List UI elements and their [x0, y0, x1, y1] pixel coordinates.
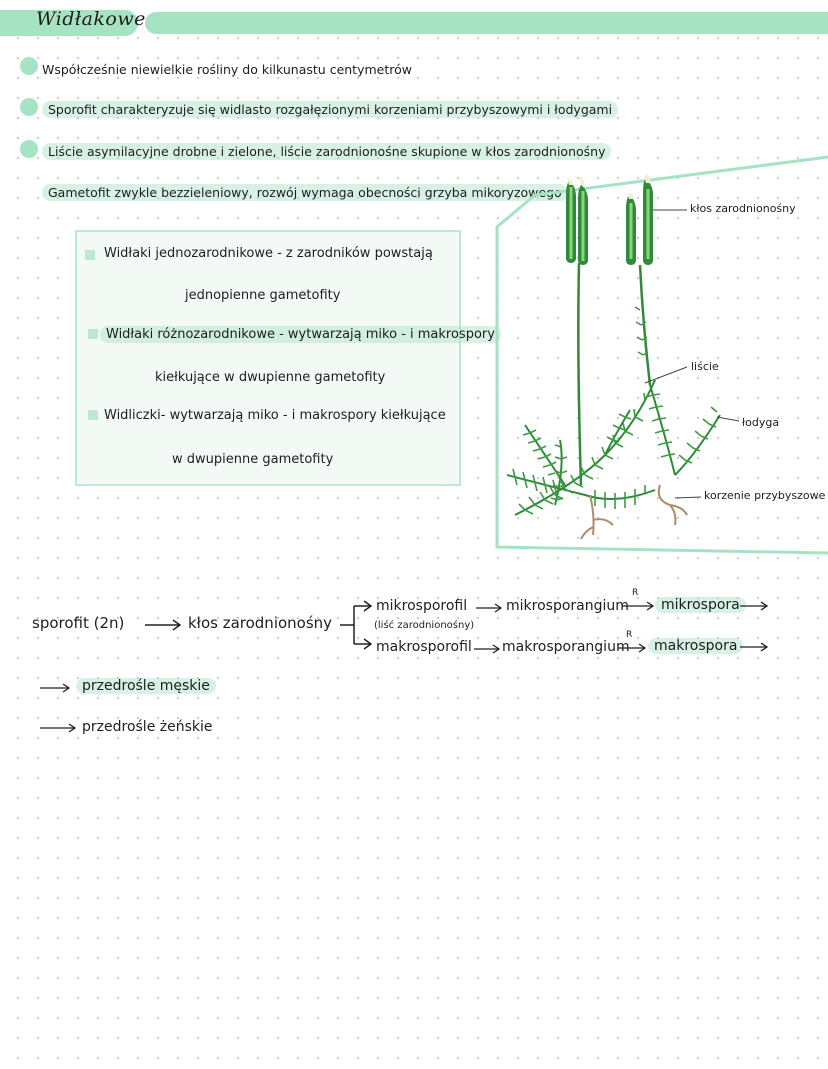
label-korzenie: korzenie przybyszowe [704, 489, 826, 502]
box-item-3-line-2: w dwupienne gametofity [172, 452, 334, 467]
box-item-1-line-2: jednopienne gametofity [185, 288, 341, 303]
flow-mikrospora: mikrospora [655, 597, 746, 613]
strobilus-right [626, 174, 653, 265]
leafy-branches [507, 380, 720, 515]
label-klos: kłos zarodnionośny [690, 202, 796, 215]
bullet-dot-icon [20, 98, 38, 116]
bullet-text-3: Liście asymilacyjne drobne i zielone, liście zarodnionośne skupione w kłos zarodnionośny [42, 143, 611, 160]
roots [581, 485, 687, 539]
box-item-3-line-1: Widliczki- wytwarzają miko - i makrospory kiełkujące [104, 408, 446, 423]
box-item-2-line-2: kiełkujące w dwupienne gametofity [155, 370, 386, 385]
arrow-right-icon [622, 600, 656, 612]
square-bullet-icon [85, 250, 95, 260]
flow-makrospora: makrospora [648, 638, 743, 654]
label-lodyga: łodyga [742, 416, 780, 429]
bullet-text-1: Współcześnie niewielkie rośliny do kilkunastu centymetrów [42, 62, 412, 77]
branch-brace-icon [336, 596, 376, 654]
label-liscie: liście [691, 360, 719, 373]
flow-r1: R [632, 588, 639, 598]
bullet-dot-icon [20, 57, 38, 75]
arrow-right-icon [40, 722, 78, 734]
title-bar [145, 12, 828, 34]
bullet-dot-icon [20, 140, 38, 158]
flow-przedrosle-zenskie: przedrośle żeńskie [82, 719, 213, 735]
leaf-strokes [513, 307, 717, 514]
box-item-1-line-1: Widłaki jednozarodnikowe - z zarodników powstają [104, 246, 433, 261]
bullet-text-2: Sporofit charakteryzuje się widlasto rozgałęzionymi korzeniami przybyszowymi i łodygami [42, 101, 618, 118]
flow-mikrosporangium: mikrosporangium [506, 598, 629, 614]
flow-lisc-note: (liść zarodnionośny) [374, 620, 475, 631]
flow-sporofit: sporofit (2n) [32, 614, 125, 632]
arrow-right-icon [40, 682, 72, 694]
flow-przedrosle-meskie: przedrośle męskie [76, 678, 216, 694]
flow-r2: R [626, 630, 633, 640]
square-bullet-icon [88, 410, 98, 420]
arrow-right-icon [740, 600, 770, 612]
box-item-2-line-1: Widłaki różnozarodnikowe - wytwarzają miko - i makrospory [100, 326, 501, 343]
arrow-right-icon [740, 641, 770, 653]
flow-mikrosporofil: mikrosporofil [376, 598, 468, 614]
square-bullet-icon [88, 329, 98, 339]
flow-klos: kłos zarodnionośny [188, 614, 333, 632]
info-box [75, 230, 461, 486]
arrow-right-icon [618, 642, 648, 654]
page-title: Widłakowe [36, 8, 146, 30]
arrow-right-icon [145, 618, 185, 632]
arrow-right-icon [476, 602, 504, 614]
arrow-right-icon [474, 643, 502, 655]
flow-makrosporangium: makrosporangium [502, 639, 630, 655]
gametophyte-note: Gametofit zwykle bezzieleniowy, rozwój wymaga obecności grzyba mikoryzowego [42, 184, 568, 201]
flow-makrosporofil: makrosporofil [376, 639, 472, 655]
